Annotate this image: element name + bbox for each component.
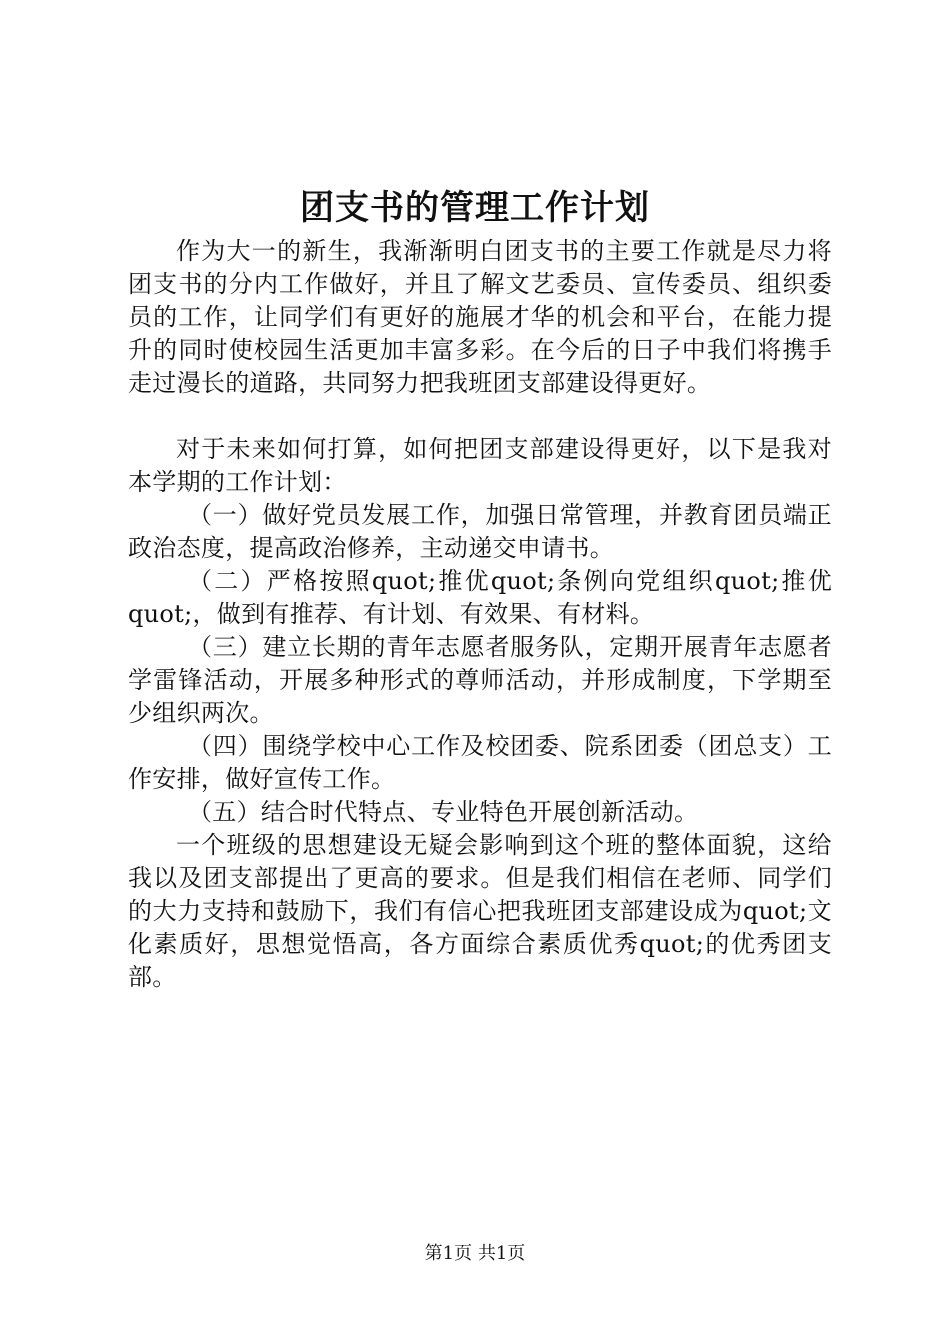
- page-footer: 第1页 共1页: [424, 1243, 526, 1264]
- paragraph-spacer: [128, 400, 832, 433]
- paragraph-item-2: （二）严格按照quot;推优quot;条例向党组织quot;推优quot;，做到有推荐、有计划、有效果、有材料。: [128, 567, 832, 628]
- paragraph-item-1: （一）做好党员发展工作，加强日常管理，并教育团员端正政治态度，提高政治修养，主动递交申请书。: [128, 501, 832, 562]
- paragraph-conclusion: 一个班级的思想建设无疑会影响到这个班的整体面貌，这给我以及团支部提出了更高的要求。但是我们相信在老师、同学们的大力支持和鼓励下，我们有信心把我班团支部建设成为quot;文化素质好，思想觉悟高，各方面综合素质优秀quot;的优秀团支部。: [128, 831, 832, 991]
- paragraph-item-3: （三）建立长期的青年志愿者服务队，定期开展青年志愿者学雷锋活动，开展多种形式的尊师活动，并形成制度，下学期至少组织两次。: [128, 633, 832, 727]
- paragraph-plan-lead: 对于未来如何打算，如何把团支部建设得更好，以下是我对本学期的工作计划：: [128, 435, 832, 496]
- document-body: [128, 235, 832, 994]
- paragraph-item-4: （四）围绕学校中心工作及校团委、院系团委（团总支）工作安排，做好宣传工作。: [128, 732, 832, 793]
- paragraph-intro: 作为大一的新生，我渐渐明白团支书的主要工作就是尽力将团支书的分内工作做好，并且了解文艺委员、宣传委员、组织委员的工作，让同学们有更好的施展才华的机会和平台，在能力提升的同时使校园生活更加丰富多彩。在今后的日子中我们将携手走过漫长的道路，共同努力把我班团支部建设得更好。: [128, 237, 832, 397]
- document-title: 团支书的管理工作计划: [300, 188, 650, 228]
- paragraph-item-5: （五）结合时代特点、专业特色开展创新活动。: [188, 798, 699, 826]
